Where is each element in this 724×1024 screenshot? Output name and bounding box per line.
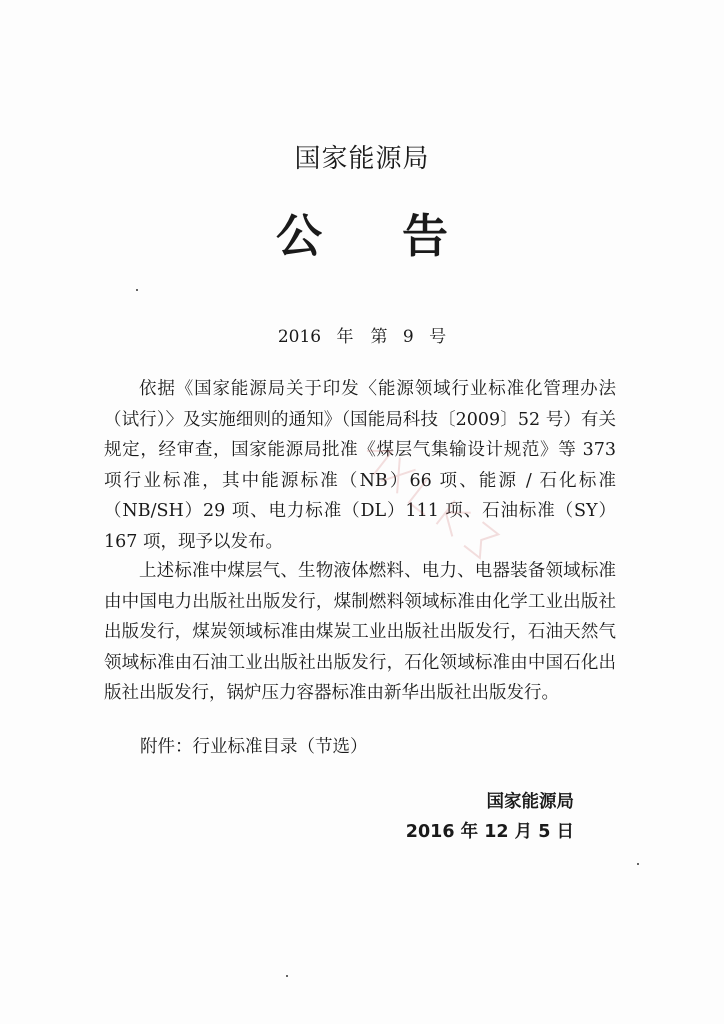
issuing-agency-heading: 国家能源局 — [294, 144, 430, 174]
scan-speck — [637, 863, 639, 865]
document-title: 公告 — [276, 209, 528, 263]
signature-date: 2016 年 12 月 5 日 — [405, 822, 574, 842]
scan-speck — [286, 975, 288, 977]
body-paragraph-2: 上述标准中煤层气、生物液体燃料、电力、电器装备领域标准由中国电力出版社出版发行，煤制燃料领域标准由化学工业出版社出版发行，煤炭领域标准由煤炭工业出版社出版发行，石油天然气领域标准由石油工业出版社出版发行，石化领域标准由中国石化出版社出版发行，锅炉压力容器标准由新华出版社出版发行。 — [104, 561, 616, 703]
body-paragraph-1: 依据《国家能源局关于印发〈能源领域行业标准化管理办法（试行）〉及实施细则的通知》（国能局科技〔2009〕52 号）有关规定，经审查，国家能源局批准《煤层气集输设计规范》等 373 项行业标准，其中能源标准（NB）66 项、能源 / 石化标准（NB/SH）29 项、电力标准（DL）111 项、石油标准（SY）167 项，现予以发布。 — [104, 379, 616, 552]
scan-speck — [136, 289, 138, 291]
attachment-note: 附件：行业标准目录（节选） — [140, 737, 368, 757]
signature-organization: 国家能源局 — [486, 792, 574, 812]
document-number: 2016 年 第 9 号 — [277, 327, 447, 347]
